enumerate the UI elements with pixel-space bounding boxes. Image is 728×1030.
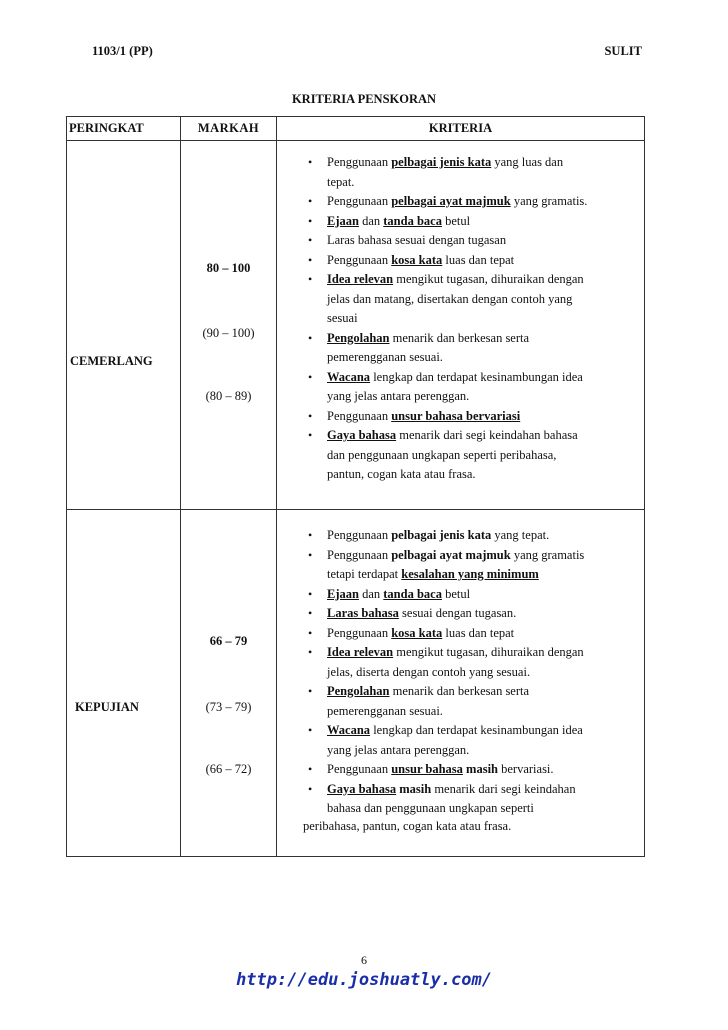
bullet-icon: •: [308, 428, 313, 442]
bullet-icon: •: [308, 369, 313, 384]
scoring-table: [66, 116, 645, 857]
bullet-icon: •: [308, 606, 313, 620]
criteria-text: yang tepat.: [491, 528, 550, 542]
criteria-item: [303, 760, 640, 780]
criteria-text: menarik dari segi keindahan: [431, 781, 576, 796]
column-header-level: PERINGKAT: [67, 117, 181, 141]
bullet-icon: •: [308, 528, 313, 542]
level-label: KEPUJIAN: [75, 700, 139, 714]
criteria-text: yang gramatis.: [510, 194, 588, 208]
criteria-item: [303, 624, 640, 644]
bullet-icon: •: [308, 723, 313, 737]
bullet-icon: •: [308, 330, 313, 345]
criteria-keyword: pelbagai jenis kata: [391, 528, 492, 542]
criteria-text: luas dan tepat: [442, 252, 515, 267]
criteria-item: [303, 741, 640, 761]
criteria-text: yang jelas antara perenggan.: [327, 742, 470, 757]
criteria-text: menarik dan berkesan serta: [389, 330, 530, 345]
mark-subrange: (80 – 89): [205, 389, 252, 403]
table-header-row: [67, 117, 645, 141]
criteria-text: Penggunaan: [327, 155, 392, 169]
criteria-keyword: Ejaan: [327, 213, 359, 228]
bullet-icon: •: [308, 625, 313, 640]
criteria-item: [303, 173, 640, 193]
criteria-item: [303, 329, 640, 349]
mark-range: 80 – 100: [206, 261, 251, 275]
criteria-keyword: Ejaan: [327, 586, 359, 601]
criteria-keyword: unsur bahasa: [391, 762, 463, 776]
criteria-text: Penggunaan: [327, 547, 392, 562]
criteria-item: [303, 799, 640, 819]
criteria-item: [303, 546, 640, 566]
column-header-criteria: KRITERIA: [277, 117, 645, 141]
criteria-item: [303, 780, 640, 800]
criteria-item: [303, 387, 640, 407]
bullet-icon: •: [308, 155, 313, 169]
criteria-item: [303, 446, 640, 466]
criteria-text: yang jelas antara perenggan.: [327, 389, 470, 403]
criteria-item: [303, 426, 640, 446]
criteria-item: [303, 663, 640, 683]
criteria-text: pemerengganan sesuai.: [327, 703, 443, 718]
level-label: CEMERLANG: [70, 354, 153, 368]
criteria-keyword: Pengolahan: [327, 684, 390, 698]
bullet-icon: •: [308, 645, 313, 659]
criteria-text: menarik dan berkesan serta: [389, 684, 530, 698]
criteria-text: Penggunaan: [327, 194, 392, 208]
bullet-icon: •: [308, 408, 313, 423]
criteria-tail-line: peribahasa, pantun, cogan kata atau frasa.: [303, 819, 512, 833]
footer-url[interactable]: http://edu.joshuatly.com/: [236, 970, 492, 990]
criteria-list: [303, 526, 640, 819]
criteria-text: betul: [441, 213, 471, 228]
bullet-icon: •: [308, 586, 313, 601]
criteria-item: [303, 153, 640, 173]
criteria-keyword: pelbagai ayat majmuk: [391, 547, 511, 562]
criteria-item: [303, 231, 640, 251]
mark-subrange: (66 – 72): [205, 762, 252, 776]
criteria-text: dan penggunaan ungkapan seperti peribahasa,: [327, 447, 557, 462]
criteria-text: Penggunaan: [327, 528, 392, 542]
criteria-text: tetapi terdapat: [327, 567, 402, 581]
criteria-text: Penggunaan: [327, 762, 392, 776]
criteria-text: mengikut tugasan, dihuraikan dengan: [393, 272, 584, 286]
bullet-icon: •: [308, 762, 313, 776]
document-code: 1103/1 (PP): [92, 44, 153, 58]
bullet-icon: •: [308, 233, 313, 247]
criteria-text: sesuai dengan tugasan.: [398, 606, 517, 620]
criteria-keyword: Wacana: [327, 723, 371, 737]
criteria-list: [303, 153, 640, 485]
bullet-icon: •: [308, 213, 313, 228]
criteria-text: lengkap dan terdapat kesinambungan idea: [370, 369, 583, 384]
criteria-keyword: kesalahan yang minimum: [401, 567, 539, 581]
criteria-keyword: pelbagai ayat majmuk: [391, 194, 511, 208]
page-number: 6: [361, 953, 367, 967]
mark-range: 66 – 79: [209, 634, 248, 648]
criteria-text: dan: [358, 586, 384, 601]
criteria-text: mengikut tugasan, dihuraikan dengan: [393, 645, 584, 659]
criteria-text: menarik dari segi keindahan bahasa: [396, 428, 578, 442]
criteria-keyword: masih: [399, 781, 432, 796]
criteria-text: tepat.: [327, 174, 355, 189]
criteria-keyword: tanda baca: [383, 586, 442, 601]
criteria-keyword: Gaya bahasa: [327, 428, 397, 442]
criteria-keyword: Idea relevan: [327, 645, 394, 659]
bullet-icon: •: [308, 194, 313, 208]
criteria-text: yang luas dan: [491, 155, 564, 169]
table-row: [67, 510, 645, 857]
criteria-text: Penggunaan: [327, 625, 392, 640]
criteria-item: [303, 604, 640, 624]
criteria-item: [303, 565, 640, 585]
criteria-item: [303, 721, 640, 741]
criteria-keyword: Laras bahasa: [327, 606, 399, 620]
criteria-item: [303, 702, 640, 722]
criteria-text: yang gramatis: [510, 547, 585, 562]
criteria-keyword: Wacana: [327, 369, 371, 384]
criteria-text: pemerengganan sesuai.: [327, 350, 443, 364]
criteria-keyword: Pengolahan: [327, 330, 390, 345]
criteria-text: bervariasi.: [498, 762, 554, 776]
criteria-item: [303, 407, 640, 427]
bullet-icon: •: [308, 781, 313, 796]
bullet-icon: •: [308, 252, 313, 267]
criteria-item: [303, 682, 640, 702]
criteria-item: [303, 290, 640, 310]
criteria-keyword: kosa kata: [391, 625, 443, 640]
criteria-text: jelas, diserta dengan contoh yang sesuai.: [327, 664, 531, 679]
criteria-text: jelas dan matang, disertakan dengan contoh yang: [327, 291, 573, 306]
table-row: [67, 141, 645, 510]
criteria-text: betul: [441, 586, 471, 601]
criteria-text: luas dan tepat: [442, 625, 515, 640]
criteria-item: [303, 212, 640, 232]
criteria-item: [303, 526, 640, 546]
criteria-item: [303, 643, 640, 663]
criteria-text: dan: [358, 213, 384, 228]
criteria-text: Laras bahasa sesuai dengan tugasan: [327, 233, 507, 247]
bullet-icon: •: [308, 684, 313, 698]
criteria-item: [303, 270, 640, 290]
criteria-item: [303, 368, 640, 388]
classification-label: SULIT: [604, 44, 642, 58]
criteria-text: Penggunaan: [327, 252, 392, 267]
criteria-text: lengkap dan terdapat kesinambungan idea: [370, 723, 583, 737]
mark-subrange: (90 – 100): [202, 326, 255, 340]
bullet-icon: •: [308, 272, 313, 286]
criteria-item: [303, 192, 640, 212]
criteria-item: [303, 465, 640, 485]
bullet-icon: •: [308, 547, 313, 562]
criteria-keyword: masih: [466, 762, 498, 776]
criteria-keyword: kosa kata: [391, 252, 443, 267]
criteria-text: bahasa dan penggunaan ungkapan seperti: [327, 801, 534, 815]
criteria-item: [303, 251, 640, 271]
criteria-text: sesuai: [327, 311, 358, 325]
criteria-keyword: Idea relevan: [327, 272, 394, 286]
criteria-item: [303, 309, 640, 329]
criteria-keyword: tanda baca: [383, 213, 442, 228]
criteria-text: Penggunaan: [327, 408, 392, 423]
criteria-item: [303, 348, 640, 368]
mark-subrange: (73 – 79): [205, 700, 252, 714]
criteria-keyword: Gaya bahasa: [327, 781, 397, 796]
criteria-item: [303, 585, 640, 605]
column-header-marks: MARKAH: [181, 117, 277, 141]
criteria-text: pantun, cogan kata atau frasa.: [327, 467, 476, 481]
criteria-keyword: unsur bahasa bervariasi: [391, 408, 521, 423]
page-title: KRITERIA PENSKORAN: [291, 92, 437, 106]
criteria-keyword: pelbagai jenis kata: [391, 155, 492, 169]
